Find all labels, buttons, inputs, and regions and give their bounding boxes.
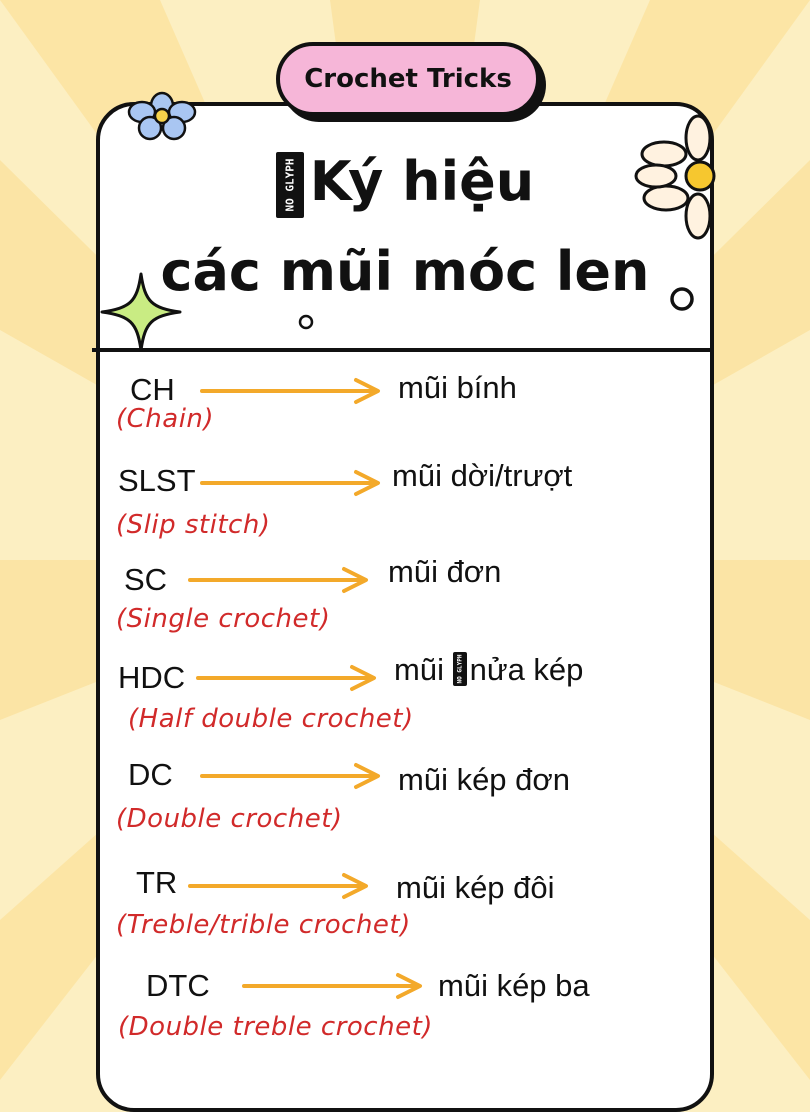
stitch-english: (Chain) <box>116 404 215 434</box>
stitch-english: (Slip stitch) <box>116 510 271 540</box>
stitch-abbr: DTC <box>146 968 210 1003</box>
badge-label: Crochet Tricks <box>304 64 512 94</box>
title-line-1 <box>0 150 810 218</box>
arrow-icon <box>188 566 372 594</box>
stitch-abbr: SLST <box>118 463 196 498</box>
stitch-meaning: mũi kép ba <box>438 968 590 1003</box>
stitch-english: (Single crochet) <box>116 604 331 634</box>
stitch-meaning: mũi dời/trượt <box>392 458 573 493</box>
missing-glyph-icon: NO GLYPH <box>453 652 467 686</box>
blue-flower-icon <box>122 98 202 142</box>
stitch-english: (Treble/trible crochet) <box>116 910 411 940</box>
meaning-text: nửa kép <box>469 652 584 687</box>
title-line-2: các mũi móc len <box>160 240 650 303</box>
arrow-icon <box>200 762 384 790</box>
missing-glyph-icon: NO GLYPH <box>276 152 304 218</box>
crochet-tricks-badge <box>276 42 540 116</box>
stitch-meaning: mũi bính <box>398 370 517 405</box>
title-text-1: Ký hiệu <box>309 150 535 213</box>
arrow-icon <box>200 469 384 497</box>
small-circle-icon <box>297 313 315 331</box>
arrow-icon <box>188 872 372 900</box>
stitch-abbr: CH <box>130 372 175 407</box>
stitch-english: (Half double crochet) <box>128 704 414 734</box>
stitch-english: (Double treble crochet) <box>118 1012 433 1042</box>
stitch-meaning: mũi kép đôi <box>396 870 555 905</box>
arrow-icon <box>242 972 426 1000</box>
stitch-meaning: mũi đơn <box>388 554 502 589</box>
stitch-abbr: HDC <box>118 660 186 695</box>
meaning-prefix: mũi <box>394 652 453 687</box>
arrow-icon <box>200 377 384 405</box>
stitch-abbr: SC <box>124 562 168 597</box>
stitch-english: (Double crochet) <box>116 804 343 834</box>
stitch-meaning: mũi kép đơn <box>398 762 570 797</box>
arrow-icon <box>196 664 380 692</box>
stitch-abbr: DC <box>128 757 173 792</box>
stitch-abbr: TR <box>136 865 178 900</box>
header-divider <box>92 348 714 352</box>
stitch-meaning <box>394 652 583 688</box>
